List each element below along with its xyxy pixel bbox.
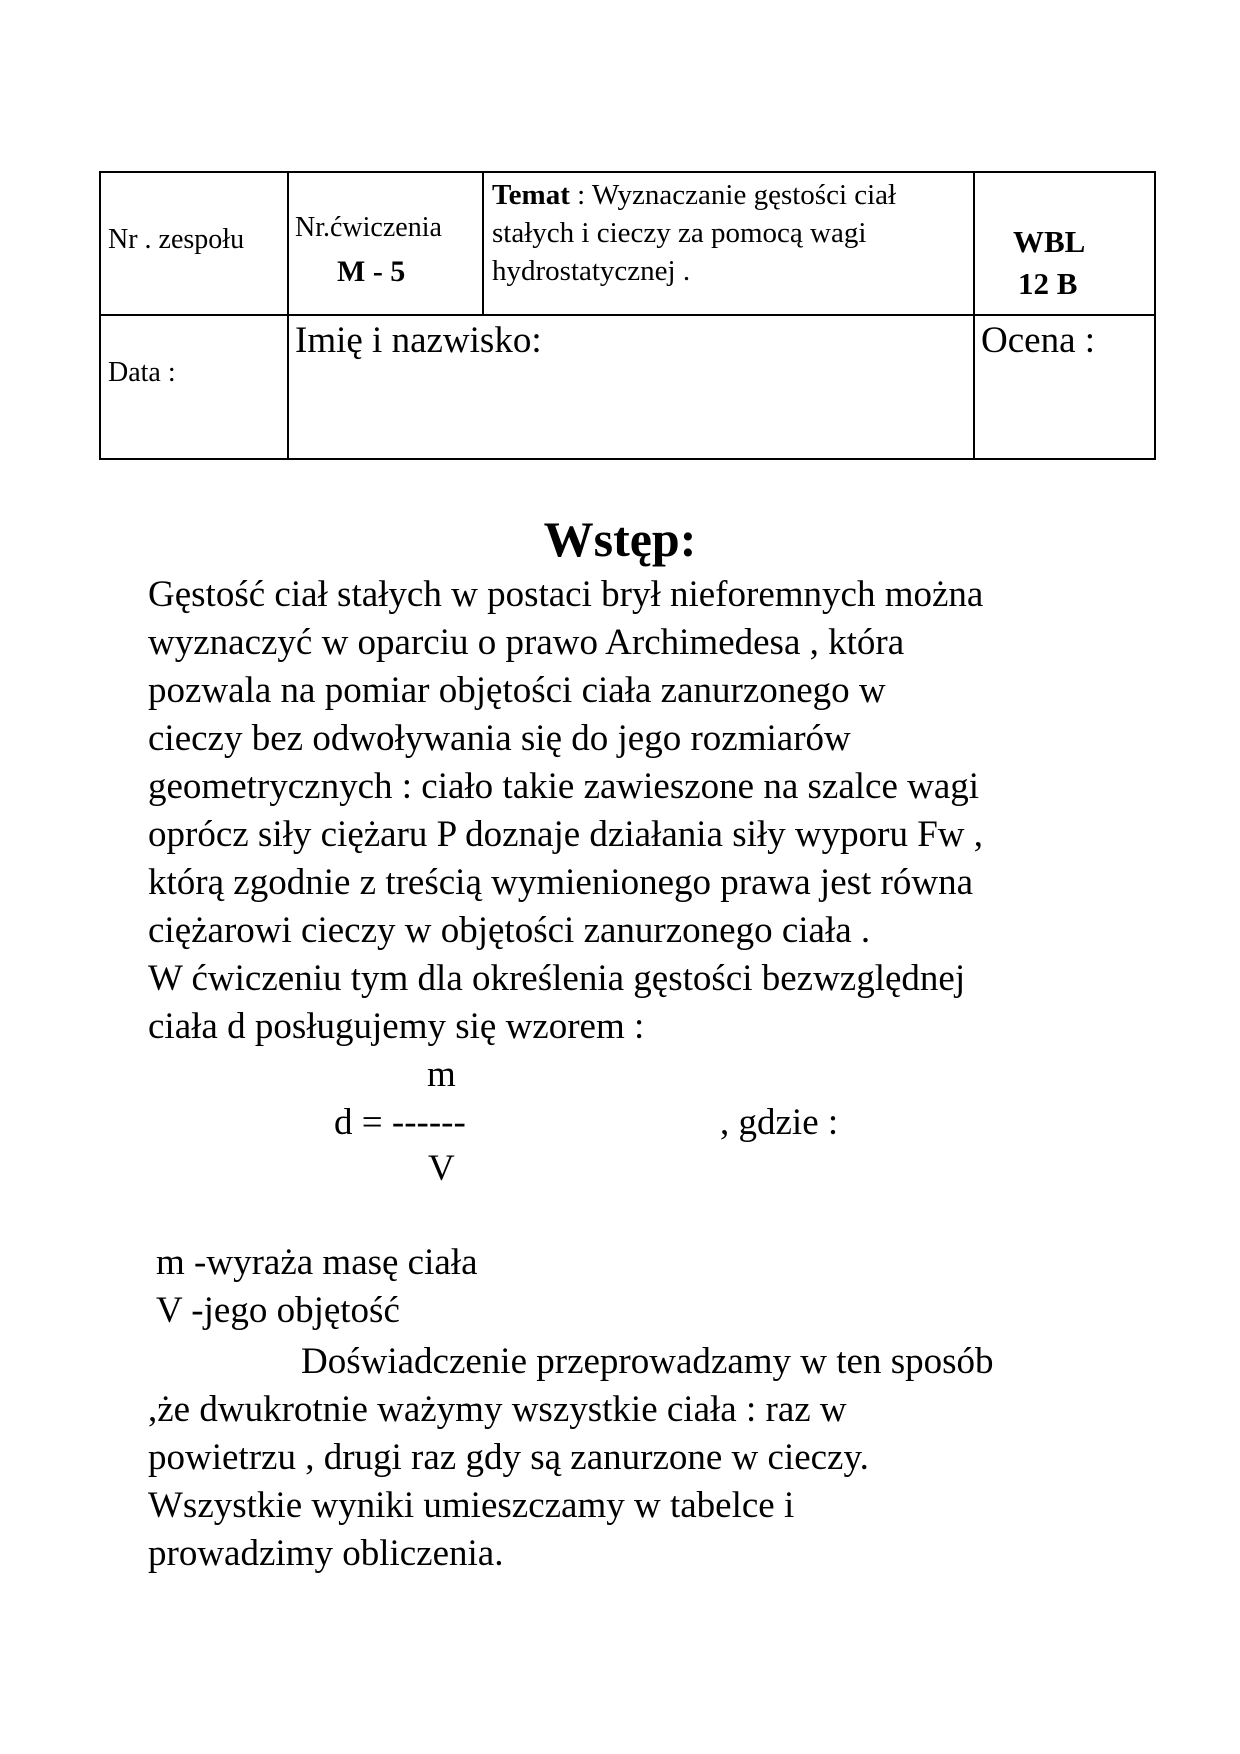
grade-label: Ocena :	[981, 320, 1096, 361]
topic-rest: : Wyznaczanie gęstości ciał stałych i cieczy za pomocą wagi hydrostatycznej .	[492, 179, 897, 287]
definitions-list	[156, 1239, 1156, 1335]
group-line1: WBL	[1013, 224, 1086, 259]
formula-numerator: m	[427, 1054, 456, 1095]
topic-text	[492, 176, 967, 290]
date-label: Data :	[108, 357, 176, 388]
group-line2: 12 B	[1018, 266, 1078, 301]
team-label: Nr . zespołu	[108, 224, 245, 255]
intro-line: W ćwiczeniu tym dla określenia gęstości bezwzględnej	[148, 958, 966, 999]
intro-line: wyznaczyć w oparciu o prawo Archimedesa , która	[148, 622, 905, 663]
name-label: Imię i nazwisko:	[295, 320, 542, 361]
definition-item: m -wyraża masę ciała	[156, 1242, 478, 1283]
intro-line: ciężarowi cieczy w objętości zanurzonego ciała .	[148, 910, 871, 951]
topic-prefix: Temat	[492, 179, 570, 211]
definition-item: V -jego objętość	[156, 1290, 400, 1331]
intro-line: cieczy bez odwoływania się do jego rozmiarów	[148, 718, 851, 759]
intro-line: Gęstość ciał stałych w postaci brył nieforemnych można	[148, 574, 984, 615]
team-cell	[100, 172, 288, 315]
formula-lhs: d = ------	[334, 1102, 466, 1143]
group-cell	[974, 172, 1155, 315]
intro-line: geometrycznych : ciało takie zawieszone na szalce wagi	[148, 766, 980, 807]
formula-suffix: , gdzie :	[720, 1102, 839, 1143]
intro-line: którą zgodnie z treścią wymienionego prawa jest równa	[148, 862, 974, 903]
grade-cell	[974, 315, 1155, 459]
name-cell	[288, 315, 974, 459]
procedure-line: Wszystkie wyniki umieszczamy w tabelce i	[148, 1485, 795, 1526]
topic-cell	[483, 172, 974, 315]
procedure-line: powietrzu , drugi raz gdy są zanurzone w cieczy.	[148, 1437, 869, 1478]
procedure-line: prowadzimy obliczenia.	[148, 1533, 504, 1574]
exercise-cell	[288, 172, 483, 315]
exercise-code: M - 5	[337, 255, 406, 288]
header-table	[99, 171, 1156, 460]
exercise-label: Nr.ćwiczenia	[295, 212, 442, 243]
intro-line: oprócz siły ciężaru P doznaje działania siły wyporu Fw ,	[148, 814, 983, 855]
procedure-line: ,że dwukrotnie ważymy wszystkie ciała : raz w	[148, 1389, 847, 1430]
date-cell	[100, 315, 288, 459]
procedure-paragraph	[148, 1338, 1148, 1578]
intro-line: ciała d posługujemy się wzorem :	[148, 1006, 645, 1047]
section-heading: Wstęp:	[543, 511, 697, 567]
procedure-line: Doświadczenie przeprowadzamy w ten sposób	[301, 1341, 994, 1382]
intro-paragraph	[148, 571, 1148, 1051]
formula-denominator: V	[428, 1148, 455, 1189]
intro-line: pozwala na pomiar objętości ciała zanurzonego w	[148, 670, 886, 711]
